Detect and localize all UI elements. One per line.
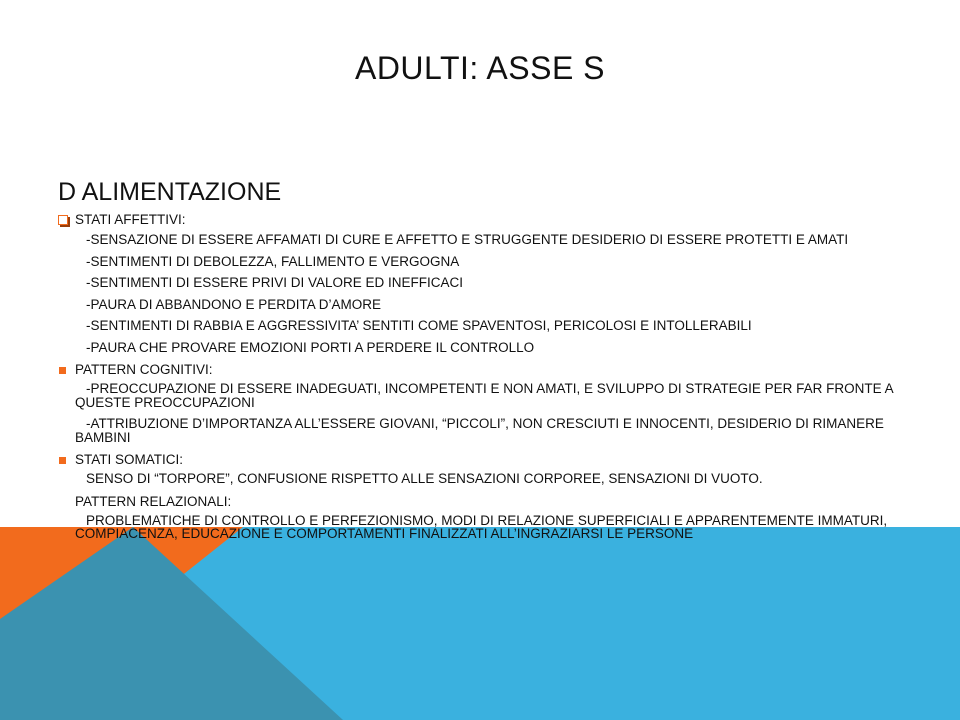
sub-item: -SENTIMENTI DI ESSERE PRIVI DI VALORE ED INEFFICACI (86, 275, 464, 290)
sub-item: -PAURA CHE PROVARE EMOZIONI PORTI A PERDERE IL CONTROLLO (86, 339, 535, 355)
bullet-label: PATTERN COGNITIVI: (75, 362, 213, 377)
square-bullet-icon (59, 457, 66, 464)
sub-item: -SENTIMENTI DI DEBOLEZZA, FALLIMENTO E VERGOGNA (86, 253, 460, 269)
square-bullet-icon (59, 367, 66, 374)
bullet-label: STATI AFFETTIVI: (75, 212, 186, 227)
bullet-label: STATI SOMATICI: (75, 452, 183, 467)
bullet-pattern-cognitivi (58, 362, 898, 378)
sub-item: -SENTIMENTI DI RABBIA E AGGRESSIVITA’ SENTITI COME SPAVENTOSI, PERICOLOSI E INTOLLERABILI (86, 318, 752, 333)
sub-item: -PREOCCUPAZIONE DI ESSERE INADEGUATI, INCOMPETENTI E NON AMATI, E SVILUPPO DI STRATEGIE PER FAR FRONTE A QUESTE PREOCCUPAZIONI (75, 381, 893, 410)
sub-item: -SENSAZIONE DI ESSERE AFFAMATI DI CURE E AFFETTO E STRUGGENTE DESIDERIO DI ESSERE PROTETTI E AMATI (86, 232, 849, 247)
bullet-pattern-relazionali (58, 494, 898, 510)
bullet-label: PATTERN RELAZIONALI: (75, 493, 232, 509)
bullet-stati-somatici (58, 452, 898, 468)
slide-title: ADULTI: ASSE S (354, 50, 606, 86)
sub-item: -ATTRIBUZIONE D’IMPORTANZA ALL’ESSERE GIOVANI, “PICCOLI”, NON CRESCIUTI E INNOCENTI, DESIDERIO DI RIMANERE BAMBINI (75, 416, 884, 445)
sub-item: SENSO DI “TORPORE”, CONFUSIONE RISPETTO ALLE SENSAZIONI CORPOREE, SENSAZIONI DI VUOTO. (86, 471, 763, 486)
sub-item: -PAURA DI ABBANDONO E PERDITA D’AMORE (86, 296, 382, 312)
slide-content (58, 178, 898, 549)
sub-item: PROBLEMATICHE DI CONTROLLO E PERFEZIONISMO, MODI DI RELAZIONE SUPERFICIALI E APPARENTEMENTE IMMATURI, COMPIACENZA, EDUCAZIONE E COMPORTAMENTI FINALIZZATI ALL’INGRAZIARSI LE PERSONE (75, 512, 888, 541)
bullet-stati-affettivi (58, 212, 898, 229)
checkbox-bullet-icon (58, 215, 68, 225)
section-heading: D ALIMENTAZIONE (58, 178, 282, 206)
